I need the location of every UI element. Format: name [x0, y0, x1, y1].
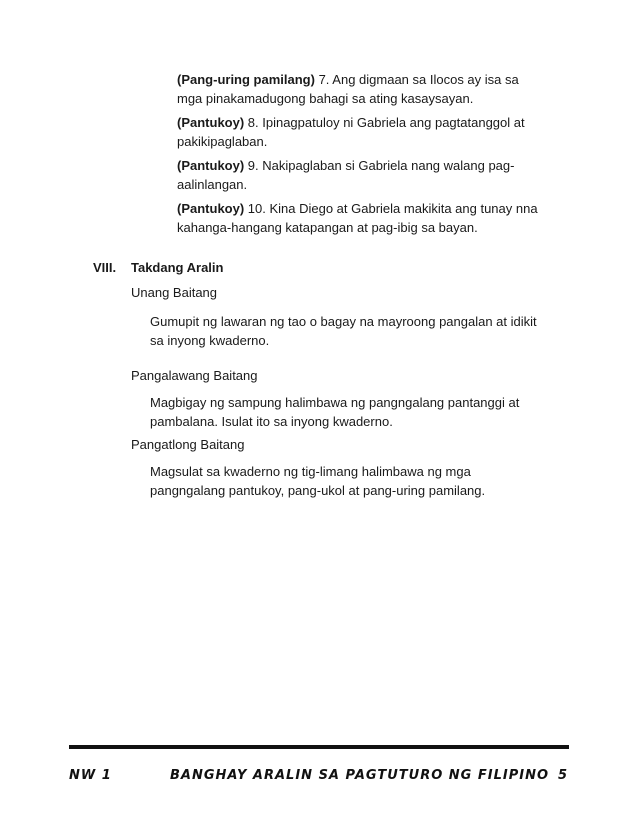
item-text: 10. Kina Diego at Gabriela makikita ang tunay nna kahanga-hangang katapangan at pag-ibig sa bayan. — [177, 201, 538, 235]
page-number: 5 — [558, 768, 569, 783]
grade-label-2: Pangalawang Baitang — [131, 368, 258, 383]
item-text: 7. Ang digmaan sa Ilocos ay isa sa mga pinakamadugong bahagi sa ating kasaysayan. — [177, 72, 519, 106]
list-item — [177, 70, 547, 108]
item-tag: (Pang-uring pamilang) — [177, 72, 315, 87]
grade-label-1: Unang Baitang — [131, 285, 218, 300]
grade-label-3: Pangatlong Baitang — [131, 437, 245, 452]
item-tag: (Pantukoy) — [177, 115, 245, 130]
item-text: 8. Ipinagpatuloy ni Gabriela ang pagtatanggol at pakikipaglaban. — [177, 115, 525, 149]
grade-task-3: Magsulat sa kwaderno ng tig-limang halimbawa ng mga pangngalang pantukoy, pang-ukol at pang-uring pamilang. — [150, 464, 486, 498]
section-number: VIII. — [93, 260, 117, 275]
item-text: 9. Nakipaglaban si Gabriela nang walang pag-aalinlangan. — [177, 158, 515, 192]
list-item — [177, 156, 547, 194]
list-item — [177, 113, 547, 151]
footer-rule — [69, 745, 569, 749]
list-item — [177, 199, 547, 237]
section-title: Takdang Aralin — [131, 260, 224, 275]
example-list — [177, 70, 547, 242]
grade-task-1: Gumupit ng lawaran ng tao o bagay na mayroong pangalan at idikit sa inyong kwaderno. — [150, 314, 537, 348]
footer-left: NW 1 — [69, 768, 112, 783]
item-tag: (Pantukoy) — [177, 201, 245, 216]
grade-task-2: Magbigay ng sampung halimbawa ng pangngalang pantanggi at pambalana. Isulat ito sa inyong kwaderno. — [150, 395, 520, 429]
footer-title: BANGHAY ARALIN SA PAGTUTURO NG FILIPINO — [170, 768, 549, 783]
item-tag: (Pantukoy) — [177, 158, 245, 173]
